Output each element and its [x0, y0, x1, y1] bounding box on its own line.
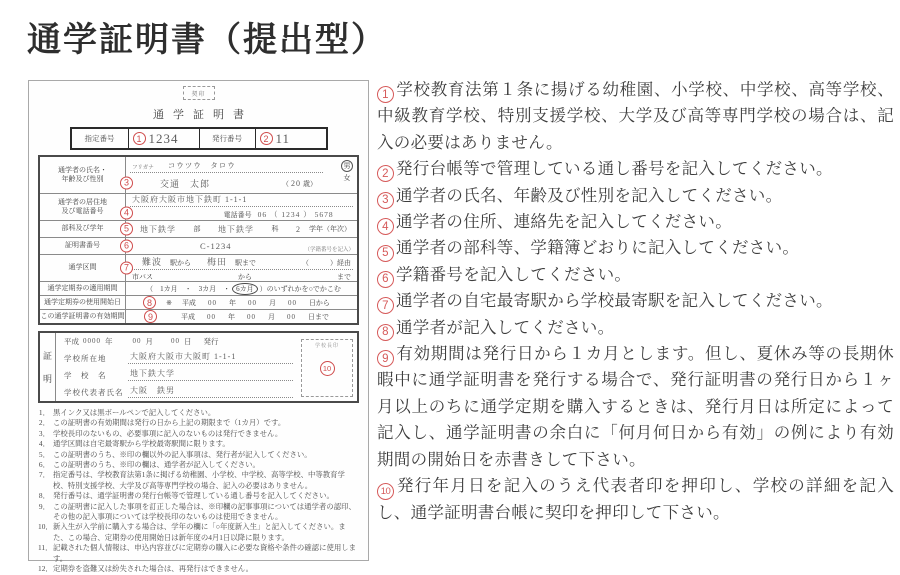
- from-station-label: 駅から: [170, 258, 192, 267]
- valid-label: この通学証明書の有効期間: [40, 311, 125, 320]
- note-number: 3．: [38, 428, 50, 438]
- start-row-label: [40, 296, 126, 309]
- section-row-value: [126, 255, 357, 281]
- cert-side-char2: 明: [42, 374, 52, 384]
- circled-2: 2: [260, 132, 273, 145]
- note-number: 12．: [38, 564, 53, 574]
- circled-6: 6: [120, 240, 133, 253]
- instruction-item: [377, 183, 894, 209]
- period-options-open: （ 1カ月 ・ 3カ月 ・: [146, 284, 231, 293]
- note-text: 通学区間は自宅最寄駅から学校最寄駅間に限ります。: [53, 439, 230, 449]
- name-row-label: [40, 157, 129, 193]
- course-value: 地下鉄学: [218, 224, 254, 234]
- valid-month-label: 月: [268, 312, 275, 321]
- instruction-text: 通学者の自宅最寄駅から学校最寄駅を記入してください。: [396, 292, 833, 311]
- period-options-close: ）のいずれかを○でかこむ: [259, 284, 341, 293]
- note-number: 8．: [38, 491, 50, 501]
- instruction-text: 通学者の氏名、年齢及び性別を記入してください。: [396, 186, 783, 205]
- designated-number-text: 1234: [148, 130, 179, 146]
- instruction-circled-number: 7: [377, 297, 394, 314]
- certno-row-label: [40, 238, 129, 254]
- instruction-circled-number: 10: [377, 483, 394, 500]
- note-item: [38, 460, 359, 470]
- name-label-line2: 年齢及び性別: [61, 175, 104, 183]
- via-label: （ ）経由: [302, 258, 351, 267]
- representative-row: [64, 385, 293, 398]
- instruction-text: 学籍番号を記入してください。: [396, 265, 632, 284]
- note-number: 7．: [38, 470, 50, 480]
- course-suffix: 科: [271, 225, 279, 233]
- note-text: この証明書の有効期間は発行の日から上記の期限まで（1カ月）です。: [53, 418, 286, 428]
- instruction-text: 有効期間は発行日から１カ月とします。但し、夏休み等の長期休暇中に通学証明書を発行する場合で、発行証明書の発行日から１ヶ月以上のちに通学定期を購入するときは、発行月日は所定によって記入し、通学証明書の余白に「何月何日から有効」の例により有効期間の開始日を赤書きして下さい。: [377, 345, 894, 469]
- department-suffix: 部: [193, 225, 201, 233]
- note-text: 黒インク又は黒ボールペンで記入してください。: [53, 408, 216, 417]
- cert-side-char1: 証: [42, 351, 52, 361]
- row-validity-period: [40, 309, 357, 323]
- note-text: この証明書のうち、※印の欄以外の記入事項は、発行者が記入してください。: [53, 449, 312, 459]
- instruction-text: 通学者の部科等、学籍簿どおりに記入してください。: [396, 239, 800, 258]
- certification-block: [38, 331, 359, 403]
- school-address-row: [64, 351, 293, 364]
- school-name-row: [64, 368, 293, 381]
- furigana-line: [130, 159, 323, 173]
- furigana-value: コウツウ タロウ: [167, 161, 236, 170]
- form-doc-title: 通学証明書: [153, 109, 253, 121]
- address-row-value: [126, 194, 357, 220]
- designated-number-value: [128, 129, 199, 148]
- issue-month-label: 月: [145, 337, 153, 346]
- from-station-value: 難波: [142, 256, 163, 267]
- instruction-text: 発行台帳等で管理している通し番号を記入してください。: [396, 160, 833, 179]
- school-name-label: 学 校 名: [64, 371, 107, 380]
- start-label: 通学定期券の使用開始日: [44, 297, 121, 306]
- valid-month-value: 00: [247, 312, 256, 321]
- address-label-line2: 及び電話番号: [61, 207, 104, 215]
- name-line: [130, 173, 353, 191]
- section-row-label: [40, 255, 129, 281]
- note-text: 指定番号は、学校教育法第1条に掲げる幼稚園、小学校、中学校、高等学校、中等教育学校、特別支援学校、大学及び高等専門学校の場合、記入の必要はありません。: [53, 470, 345, 490]
- age-value: 20: [291, 179, 301, 188]
- tally-seal-box: 契印: [183, 86, 215, 100]
- year-suffix: 学年（年次）: [309, 225, 351, 233]
- note-item: [38, 408, 359, 418]
- note-text: この証明書のうち、※印の欄は、通学者が記入してください。: [53, 460, 260, 470]
- representative-value: 大阪 鉄男: [128, 385, 293, 398]
- valid-era: 平成: [181, 312, 195, 321]
- start-day-value: 00: [287, 298, 297, 307]
- period-six-month-circled: 6カ月: [232, 283, 258, 295]
- school-name-value: 地下鉄大学: [128, 368, 293, 381]
- issue-year-label: 年: [105, 337, 113, 346]
- issue-number-label: 発行番号: [199, 129, 255, 148]
- address-label-line1: 通学者の居住地: [58, 197, 107, 206]
- issue-day-label: 日: [184, 337, 192, 346]
- valid-day-value: 00: [287, 312, 296, 321]
- issue-number-text: 11: [275, 130, 291, 146]
- note-item: [38, 502, 359, 523]
- note-text: 新入生が入学前に購入する場合は、学年の欄に「○年度新入生」と記入してください。また、この場合、定期券の使用開始日は新年度の4月1日以降に限ります。: [53, 522, 346, 542]
- principal-seal-box: [301, 339, 353, 397]
- department-label: 部科及び学年: [61, 224, 104, 233]
- name-row-value: [126, 157, 357, 193]
- issue-day-value: 00: [171, 337, 180, 345]
- valid-day-label: 日まで: [308, 312, 329, 321]
- start-era: 平成: [181, 298, 196, 307]
- certification-side-label: [40, 333, 56, 401]
- valid-row-value: [126, 310, 357, 323]
- phone-label: 電話番号: [223, 210, 252, 219]
- instruction-text: 発行年月日を記入のうえ代表者印を押印し、学校の詳細を記入し、通学証明書台帳に契印を押印して下さい。: [377, 477, 894, 523]
- issue-number-value: [255, 129, 326, 148]
- start-month-value: 00: [247, 298, 257, 307]
- instructions-panel: [377, 77, 894, 527]
- department-row-value: [126, 221, 357, 237]
- certification-fields: [56, 333, 299, 401]
- city-bus-label: 市バス: [132, 272, 153, 281]
- instruction-circled-number: 3: [377, 192, 394, 209]
- certno-row-value: [126, 238, 357, 254]
- note-text: この証明書に記入した事項を訂正した場合は、※印欄の記事事項については通学者の認印、その他の記入事項については学校長印のないものは使用できません。: [53, 501, 356, 522]
- designated-number-label: 指定番号: [84, 134, 115, 143]
- instruction-item: [377, 473, 894, 527]
- section-rail-line: [130, 254, 353, 270]
- main-table: [38, 155, 359, 325]
- instruction-item: [377, 209, 894, 235]
- note-text: 定期券を盗難又は紛失された場合は、再発行はできません。: [53, 564, 253, 574]
- sex-field: [341, 160, 353, 183]
- issue-month-value: 00: [132, 337, 142, 345]
- circled-10: 10: [320, 361, 335, 376]
- circled-1: 1: [133, 132, 146, 145]
- row-department-year: [40, 220, 357, 237]
- bus-from-label: から: [238, 272, 252, 281]
- row-name-age-sex: [40, 157, 357, 193]
- instruction-item: [377, 235, 894, 261]
- note-number: 6．: [38, 460, 50, 470]
- sex-male-circled: 男: [341, 160, 353, 172]
- row-certificate-number: [40, 237, 357, 254]
- circled-7: 7: [120, 262, 133, 275]
- valid-year-value: 00: [207, 312, 216, 321]
- issue-era: 平成: [64, 337, 79, 346]
- note-number: 4．: [38, 439, 50, 449]
- address-row-label: [40, 194, 129, 220]
- school-address-value: 大阪府大阪市大阪町 1-1-1: [128, 351, 293, 364]
- page-title: 通学証明書（提出型）: [27, 21, 387, 59]
- note-item: [38, 522, 359, 543]
- section-bus-line: [130, 270, 353, 283]
- start-asterisk: ※: [166, 298, 172, 307]
- start-row-value: [126, 296, 357, 309]
- note-text: 発行番号は、通学証明書の発行台帳等で管理している通し番号を記入してください。: [53, 491, 334, 501]
- issue-suffix: 発行: [203, 337, 219, 346]
- issue-year-value: 0000: [83, 337, 101, 345]
- representative-label: 学校代表者氏名: [64, 388, 124, 397]
- form-notes: [38, 408, 359, 575]
- to-station-value: 梅田: [207, 256, 228, 267]
- period-label: 通学定期券の適用期間: [47, 283, 118, 292]
- instruction-item: [377, 288, 894, 314]
- note-item: [38, 429, 359, 439]
- instruction-text: 通学者が記入してください。: [396, 318, 615, 337]
- row-commuting-section: [40, 254, 357, 281]
- row-pass-period: [40, 281, 357, 295]
- sex-female: 女: [343, 174, 351, 182]
- instruction-circled-number: 2: [377, 165, 394, 182]
- note-item: [38, 543, 359, 564]
- note-item: [38, 418, 359, 428]
- start-year-label: 年: [228, 298, 236, 307]
- instruction-item: [377, 156, 894, 182]
- period-row-value: [126, 282, 357, 295]
- number-header-table: [70, 127, 328, 150]
- circled-9: 9: [144, 310, 157, 323]
- note-number: 10．: [38, 522, 53, 532]
- principal-seal-label: 学校長印: [314, 344, 339, 349]
- note-text: 記載された個人情報は、申込内容並びに定期券の購入に必要な資格や条件の確認に使用します。: [53, 543, 357, 563]
- valid-row-label: [40, 310, 126, 323]
- school-address-label: 学校所在地: [64, 354, 107, 363]
- note-item: [38, 491, 359, 501]
- note-number: 2．: [38, 418, 50, 428]
- phone-value: 06 （ 1234 ） 5678: [257, 210, 334, 219]
- certno-label: 証明書番号: [65, 241, 100, 250]
- circled-5: 5: [120, 223, 133, 236]
- age-close: 歳）: [303, 179, 317, 188]
- note-number: 5．: [38, 449, 50, 459]
- instruction-text: 通学者の住所、連絡先を記入してください。: [396, 213, 732, 232]
- note-number: 1．: [38, 408, 50, 417]
- age-open: （: [282, 179, 289, 188]
- instruction-item: [377, 341, 894, 473]
- note-number: 11．: [38, 543, 53, 553]
- certno-value: C-1234: [200, 241, 232, 251]
- furigana-label: フリガナ: [132, 165, 154, 171]
- period-row-label: [40, 282, 126, 295]
- to-station-label: 駅まで: [235, 258, 257, 267]
- instruction-circled-number: 4: [377, 218, 394, 235]
- section-label: 通学区間: [68, 263, 97, 272]
- note-item: [38, 470, 359, 491]
- start-month-label: 月: [268, 298, 276, 307]
- year-value: 2: [296, 224, 301, 234]
- certno-note: （学籍番号を記入）: [304, 247, 354, 253]
- department-value: 地下鉄学: [140, 224, 176, 234]
- phone-line: [130, 207, 353, 221]
- circled-8: 8: [143, 296, 156, 309]
- instruction-circled-number: 9: [377, 350, 394, 367]
- instruction-circled-number: 8: [377, 324, 394, 341]
- department-row-label: [40, 221, 129, 237]
- start-day-label: 日から: [308, 298, 330, 307]
- row-address-phone: [40, 193, 357, 220]
- note-text: 学校長印のないもの、必要事項に記入のないものは発行できません。: [53, 428, 283, 438]
- start-year-value: 00: [207, 298, 217, 307]
- certificate-form-image: [28, 80, 369, 574]
- instruction-circled-number: 5: [377, 245, 394, 262]
- note-item: [38, 450, 359, 460]
- instruction-text: 学校教育法第１条に揚げる幼稚園、小学校、中学校、高等学校、中級教育学校、特別支援学校、大学及び高等専門学校の場合は、記入の必要はありません。: [377, 81, 894, 152]
- instruction-item: [377, 262, 894, 288]
- address-value: 大阪府大阪市地下鉄町 1-1-1: [130, 193, 353, 207]
- circled-3: 3: [120, 176, 133, 189]
- instruction-circled-number: 1: [377, 86, 394, 103]
- instruction-circled-number: 6: [377, 271, 394, 288]
- circled-4: 4: [120, 206, 133, 219]
- row-start-date: [40, 295, 357, 309]
- age-field: [282, 179, 317, 189]
- note-number: 9．: [38, 501, 50, 511]
- bus-to-label: まで: [337, 272, 351, 281]
- instruction-item: [377, 77, 894, 156]
- instruction-item: [377, 315, 894, 341]
- name-label-line1: 通学者の氏名・: [58, 165, 107, 174]
- note-item: [38, 439, 359, 449]
- issue-date-line: [64, 336, 293, 347]
- name-value: 交通 太郎: [160, 179, 211, 189]
- valid-year-label: 年: [228, 312, 235, 321]
